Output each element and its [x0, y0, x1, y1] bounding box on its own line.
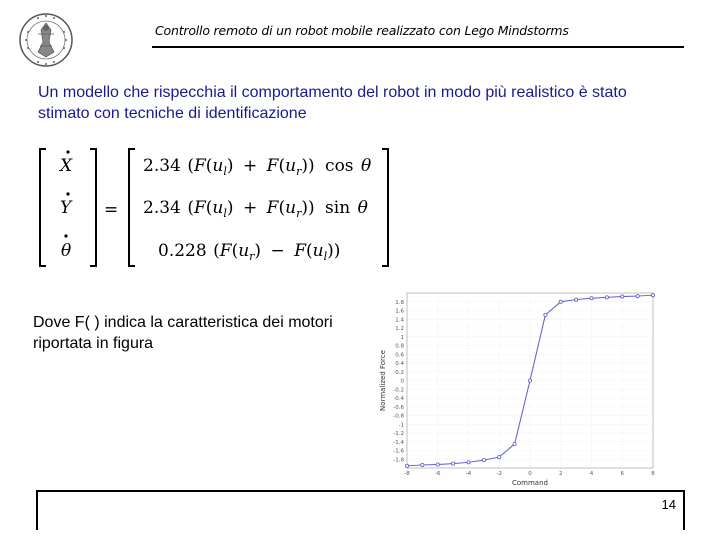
- kinematic-model-equation: [38, 145, 398, 270]
- y-tick-label: 1.4: [395, 317, 404, 324]
- x-tick-label: 4: [589, 471, 594, 477]
- caption-text: Dove F( ) indica la caratteristica dei motori riportata in figura: [33, 314, 333, 352]
- lhs-theta: θ: [61, 241, 72, 261]
- x-tick-label: -6: [435, 471, 441, 477]
- intro-text: Un modello che rispecchia il comportamento del robot in modo più realistico è stato stimato con tecniche di identificazione: [38, 84, 627, 122]
- x-tick-label: -2: [496, 471, 502, 477]
- svg-text:0.228 (F(ur) −: 0.228 ($F(u_r)$ − $F(u_l)$): [158, 241, 341, 263]
- x-tick-label: -4: [465, 471, 472, 477]
- x-tick-label: 6: [620, 471, 624, 477]
- y-tick-label: -0.8: [393, 413, 404, 420]
- data-point: [590, 297, 593, 300]
- data-point: [651, 294, 654, 297]
- x-tick-label: 0: [528, 471, 532, 477]
- data-point: [467, 461, 470, 464]
- equals-sign: =: [104, 200, 119, 220]
- data-point: [575, 298, 578, 301]
- data-point: [482, 459, 485, 462]
- y-tick-labels: [393, 300, 404, 464]
- y-tick-label: 0.8: [395, 343, 404, 350]
- x-tick-label: 2: [559, 471, 563, 477]
- y-tick-label: 0.6: [395, 352, 404, 359]
- data-point: [421, 463, 424, 466]
- equation-row-1: [143, 156, 371, 178]
- page-number: 14: [661, 497, 676, 512]
- data-point: [405, 464, 408, 467]
- y-tick-label: 1.2: [395, 326, 404, 332]
- lhs-x: X: [60, 156, 73, 176]
- x-tick-label: 8: [651, 471, 655, 477]
- data-point: [528, 379, 531, 382]
- x-tick-labels: [404, 471, 655, 477]
- y-tick-label: -1.4: [393, 439, 404, 446]
- y-tick-label: 1.8: [395, 299, 404, 306]
- y-tick-label: -0.4: [393, 396, 404, 402]
- x-axis-label: Command: [512, 479, 548, 487]
- y-tick-label: 1: [400, 334, 404, 341]
- y-tick-label: -1: [398, 422, 404, 429]
- data-point: [452, 462, 455, 465]
- data-point: [513, 442, 516, 445]
- y-axis-label: Normalized Force: [379, 350, 387, 411]
- university-seal-icon: [18, 12, 74, 68]
- y-tick-label: 0.2: [395, 369, 404, 376]
- footer-right-border: [683, 490, 685, 530]
- y-tick-label: -0.6: [393, 404, 404, 411]
- data-point: [436, 463, 439, 466]
- header-divider: [152, 46, 684, 48]
- y-tick-label: -1.2: [393, 431, 404, 437]
- svg-text:2.34 (F(ul) +: 2.34 ($F(u_l)$ + $F(u_r)$) sin θ: [143, 198, 368, 220]
- equation-row-2: [143, 198, 368, 220]
- data-point: [544, 313, 547, 316]
- y-tick-label: 1.6: [395, 308, 404, 315]
- y-tick-label: 0.4: [395, 361, 404, 367]
- x-tick-label: -8: [404, 471, 410, 477]
- header-title: Controllo remoto di un robot mobile realizzato con Lego Mindstorms: [155, 23, 569, 38]
- data-point: [621, 295, 624, 298]
- equation-row-3: [158, 241, 340, 263]
- y-tick-label: -1.8: [393, 457, 404, 464]
- footer-divider: [36, 490, 684, 492]
- y-tick-label: -0.2: [393, 387, 404, 394]
- y-tick-label: -1.6: [393, 448, 404, 455]
- lhs-y: Y: [60, 198, 72, 218]
- footer-left-border: [36, 490, 38, 530]
- svg-text:2.34 (F(ul) +: 2.34 ($F(u_l)$ + $F(u_r)$) cos θ: [143, 156, 372, 178]
- data-point: [559, 300, 562, 303]
- data-point: [636, 294, 639, 297]
- data-point: [605, 296, 608, 299]
- motor-characteristic-chart: [365, 275, 665, 490]
- y-tick-label: 0: [400, 378, 404, 385]
- data-point: [498, 455, 501, 458]
